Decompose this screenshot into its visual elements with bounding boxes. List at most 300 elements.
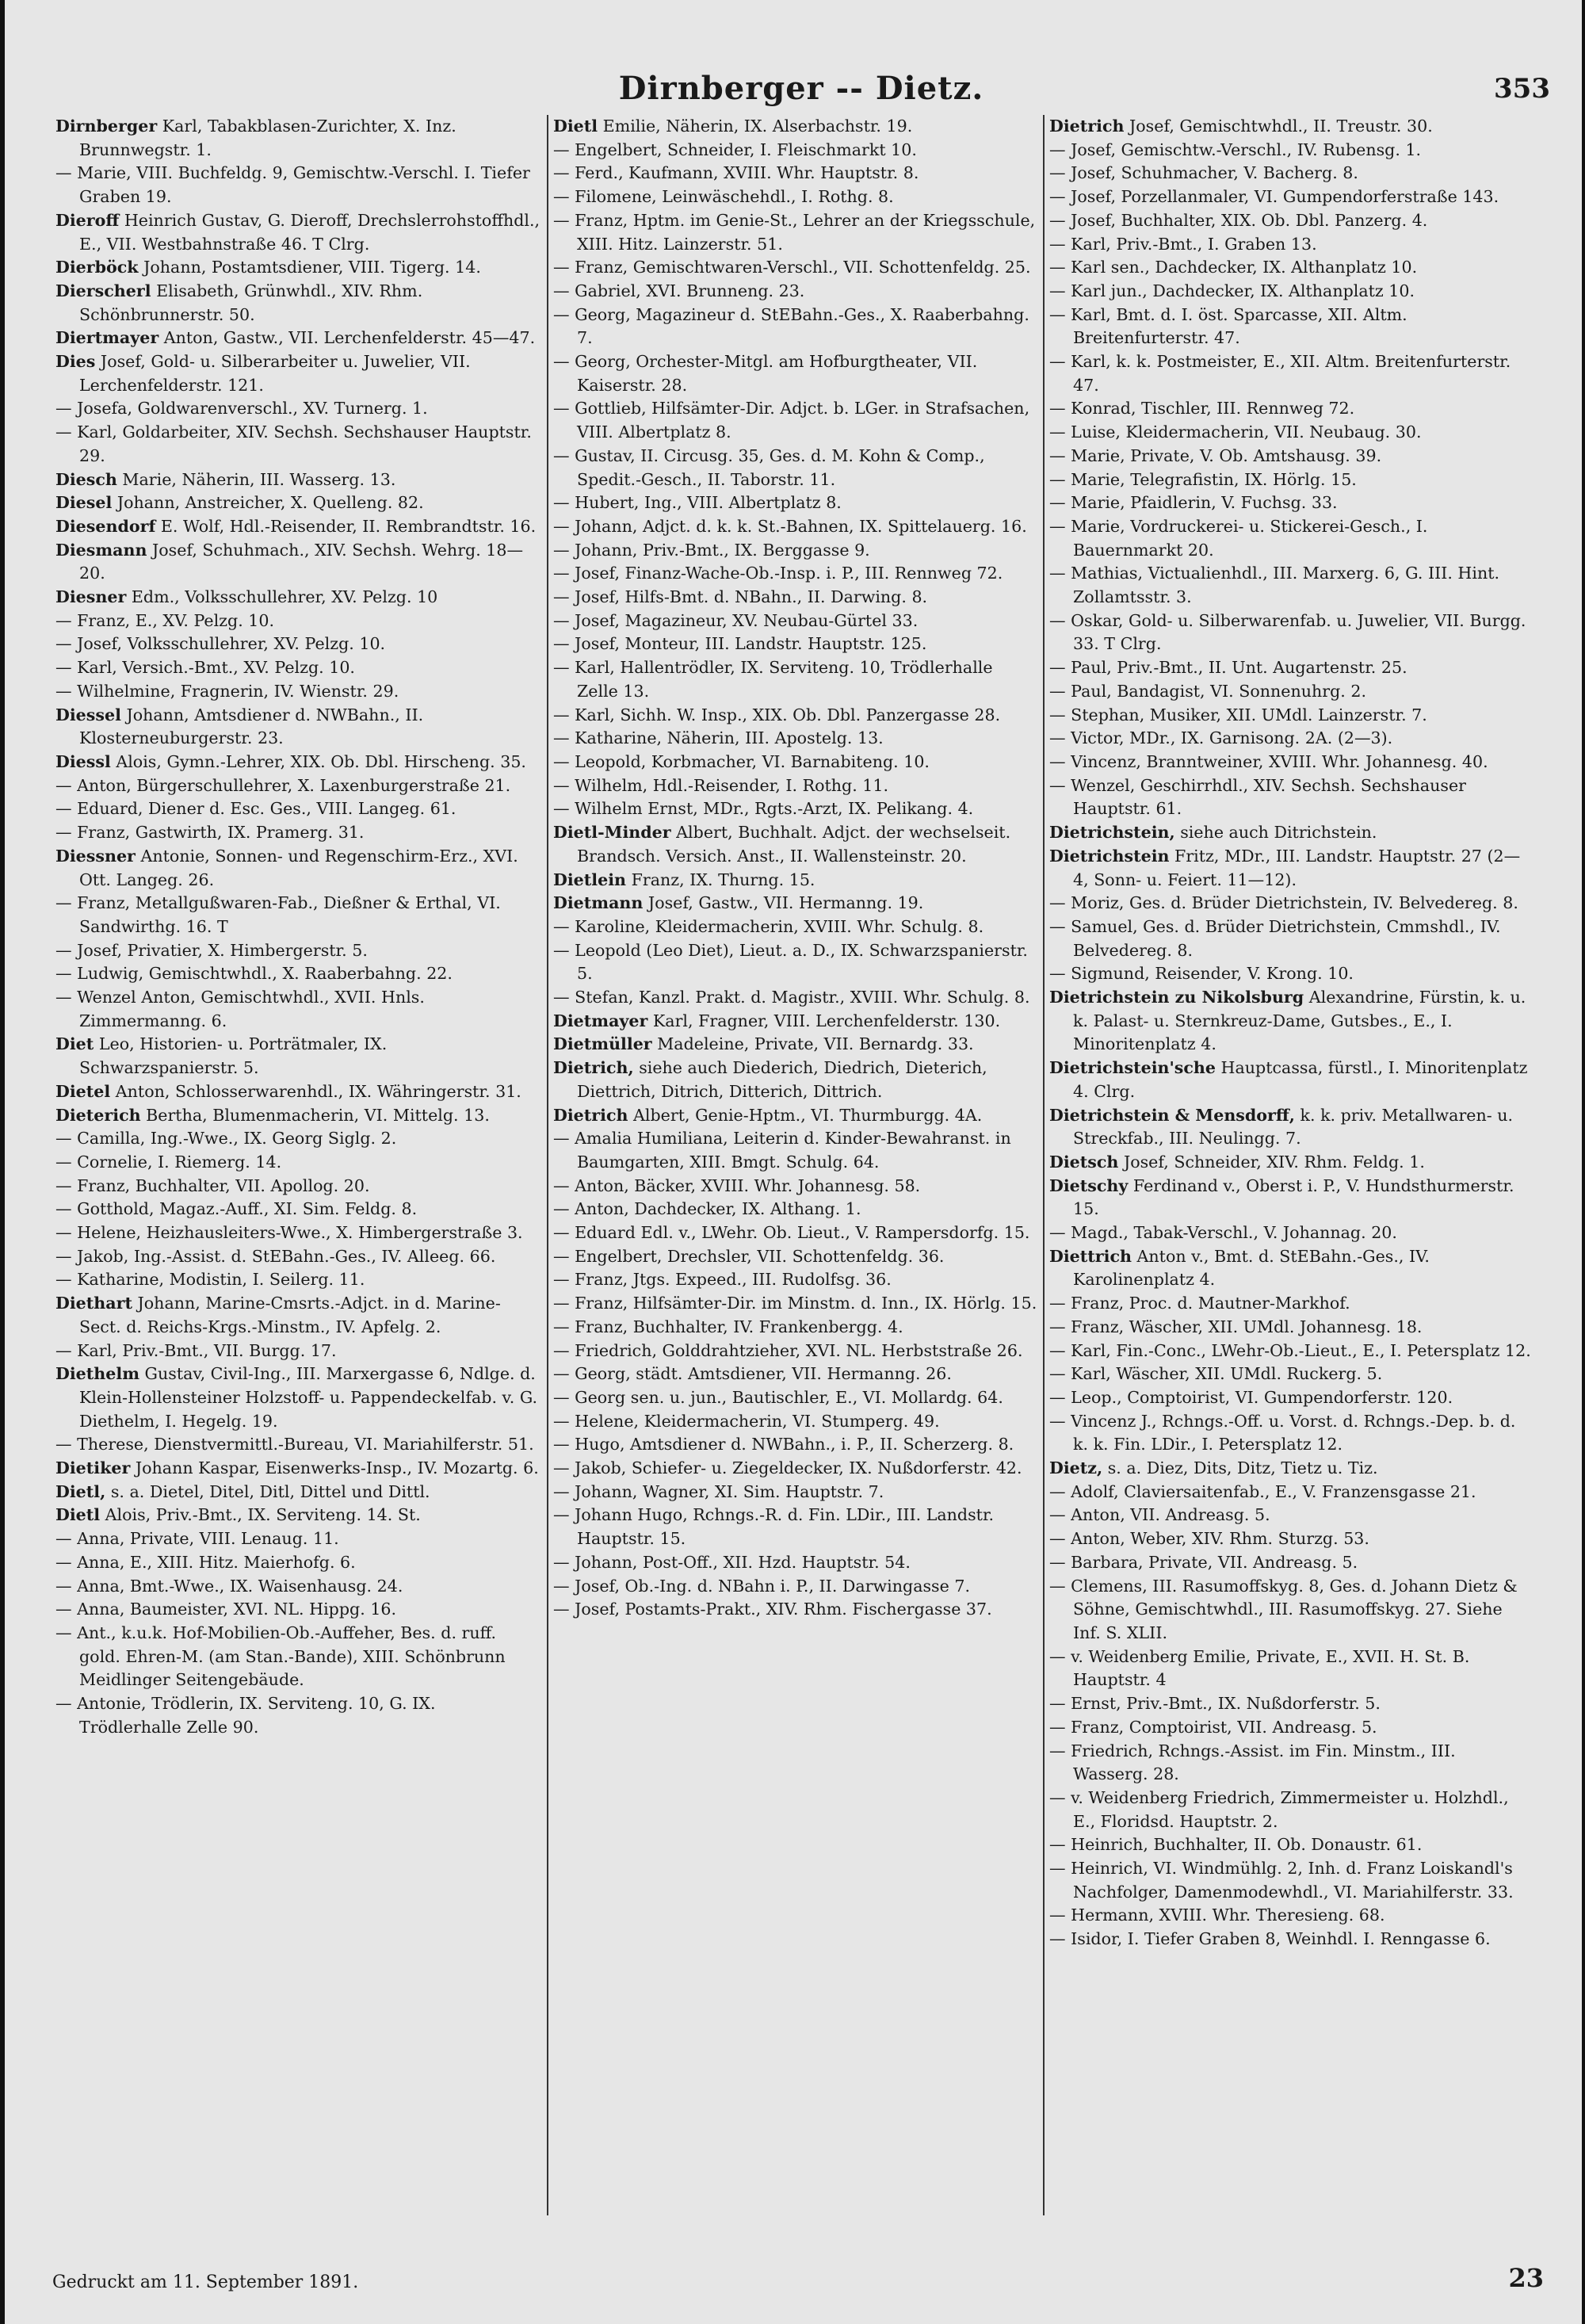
entry-surname: Dietrichstein & Mensdorff, — [1049, 1105, 1295, 1125]
directory-entry — [55, 1033, 542, 1080]
entry-text: — Anna, Baumeister, XVI. NL. Hippg. 16. — [55, 1600, 397, 1619]
entry-surname: Diesch — [55, 469, 117, 489]
directory-entry — [1049, 304, 1534, 350]
entry-text: — Ant., k.u.k. Hof-Mobilien-Ob.-Auffeher, Bes. d. ruff. gold. Ehren-M. (am Stan.-Bande), XIII. Schönbrunn Meidlinger Seitengebäude. — [55, 1623, 506, 1690]
entry-text: — Karl jun., Dachdecker, IX. Althanplatz 10. — [1049, 281, 1415, 300]
entry-text: — Anton, Bäcker, XVIII. Whr. Johannesg. 58. — [553, 1175, 921, 1195]
entry-text: Karl, Tabakblasen-Zurichter, X. Inz. Brunnwegstr. 1. — [79, 117, 456, 159]
entry-surname: Dietmayer — [553, 1011, 648, 1030]
entry-columns — [51, 115, 1541, 2215]
entry-text: Anton, Schlosserwarenhdl., IX. Währingerstr. 31. — [110, 1081, 521, 1101]
entry-surname: Dietel — [55, 1081, 111, 1101]
entry-text: Ferdinand v., Oberst i. P., V. Hundsthurmerstr. 15. — [1073, 1175, 1514, 1219]
entry-text: — Clemens, III. Rasumoffskyg. 8, Ges. d. Johann Dietz & Söhne, Gemischtwhdl., III. Rasumoffskyg. 27. Siehe Inf. S. XLII. — [1049, 1576, 1518, 1642]
entry-text: — Josef, Finanz-Wache-Ob.-Insp. i. P., III. Rennweg 72. — [553, 564, 1003, 583]
directory-entry — [55, 280, 542, 327]
entry-text: — Leop., Comptoirist, VI. Gumpendorferstr. 120. — [1049, 1387, 1453, 1407]
entry-text: — Marie, Vordruckerei- u. Stickerei-Gesch., I. Bauernmarkt 20. — [1049, 516, 1428, 560]
directory-entry — [55, 1481, 542, 1504]
directory-entry — [1049, 491, 1534, 515]
directory-entry — [1049, 1457, 1534, 1481]
directory-entry — [55, 1198, 542, 1221]
entry-surname: Diesner — [55, 587, 127, 607]
entry-text: — Franz, Buchhalter, VII. Apollog. 20. — [55, 1175, 370, 1195]
directory-entry — [553, 1433, 1038, 1457]
entry-text: — Karl, Goldarbeiter, XIV. Sechsh. Sechshauser Hauptstr. 29. — [55, 422, 532, 465]
entry-text: — Vincenz J., Rchngs.-Off. u. Vorst. d. Rchngs.-Dep. b. d. k. k. Fin. LDir., I. Petersplatz 12. — [1049, 1411, 1516, 1454]
entry-surname: Dietl-Minder — [553, 823, 671, 843]
directory-entry — [553, 539, 1038, 563]
entry-text: Franz, IX. Thurng. 15. — [626, 870, 815, 889]
entry-text: Gustav, Civil-Ing., III. Marxergasse 6, Ndlge. d. Klein-Hollensteiner Holzstoff- u. Pappendeckelfab. v. G. Diethelm, I. Hegelg. 19. — [79, 1364, 538, 1431]
directory-entry — [1049, 1104, 1534, 1151]
directory-entry — [553, 185, 1038, 209]
directory-page — [5, 0, 1582, 2324]
directory-entry — [55, 1340, 542, 1363]
directory-entry — [55, 1292, 542, 1339]
entry-text: — Franz, Gastwirth, IX. Pramerg. 31. — [55, 823, 365, 843]
entry-text: — Wenzel, Geschirrhdl., XIV. Sechsh. Sechshauser Hauptstr. 61. — [1049, 775, 1466, 819]
directory-entry — [55, 610, 542, 633]
directory-entry — [553, 774, 1038, 798]
directory-entry — [1049, 115, 1534, 139]
entry-text: — Luise, Kleidermacherin, VII. Neubaug. 30. — [1049, 422, 1422, 442]
entry-text: Antonie, Sonnen- und Regenschirm-Erz., XVI. Ott. Langeg. 26. — [79, 846, 518, 889]
directory-entry — [1049, 774, 1534, 821]
directory-entry — [55, 350, 542, 397]
directory-entry — [553, 1175, 1038, 1198]
entry-text: siehe auch Ditrichstein. — [1174, 823, 1377, 843]
directory-entry — [55, 774, 542, 798]
entry-text: — Josef, Postamts-Prakt., XIV. Rhm. Fischergasse 37. — [553, 1600, 992, 1619]
directory-entry — [55, 1175, 542, 1198]
entry-text: — Friedrich, Golddrahtzieher, XVI. NL. Herbststraße 26. — [553, 1340, 1023, 1360]
directory-entry — [1049, 915, 1534, 962]
directory-entry — [553, 1268, 1038, 1292]
directory-entry — [553, 1340, 1038, 1363]
directory-entry — [55, 939, 542, 963]
directory-entry — [55, 115, 542, 162]
entry-text: Leo, Historien- u. Porträtmaler, IX. Schwarzspanierstr. 5. — [79, 1034, 388, 1078]
entry-surname: Diessl — [55, 751, 111, 771]
entry-surname: Diesendorf — [55, 516, 156, 536]
entry-text: Johann, Anstreicher, X. Quelleng. 82. — [112, 493, 424, 513]
directory-entry — [55, 986, 542, 1033]
directory-entry — [55, 421, 542, 468]
entry-text: — Anna, E., XIII. Hitz. Maierhofg. 6. — [55, 1552, 356, 1572]
entry-text: — Amalia Humiliana, Leiterin d. Kinder-Bewahranst. in Baumgarten, XIII. Bmgt. Schulg. 64. — [553, 1129, 1011, 1172]
sheet-number: 23 — [1508, 2263, 1544, 2293]
entry-surname: Dietiker — [55, 1458, 131, 1478]
entry-surname: Diertmayer — [55, 328, 159, 348]
directory-entry — [553, 350, 1038, 397]
directory-entry — [1049, 1716, 1534, 1740]
entry-text: — Karl, Bmt. d. I. öst. Sparcasse, XII. Altm. Breitenfurterstr. 47. — [1049, 304, 1407, 348]
entry-text: Bertha, Blumenmacherin, VI. Mittelg. 13. — [140, 1105, 490, 1125]
entry-text: — Johann, Adjct. d. k. k. St.-Bahnen, IX. Spittelauerg. 16. — [553, 516, 1027, 536]
entry-text: — Marie, Private, V. Ob. Amtshausg. 39. — [1049, 445, 1382, 465]
directory-entry — [1049, 162, 1534, 185]
directory-entry — [1049, 1175, 1534, 1221]
directory-entry — [1049, 704, 1534, 728]
directory-entry — [1049, 256, 1534, 280]
entry-text: — Sigmund, Reisender, V. Krong. 10. — [1049, 964, 1354, 984]
page-number: 353 — [1494, 73, 1550, 105]
directory-entry — [1049, 1646, 1534, 1692]
directory-entry — [1049, 280, 1534, 304]
directory-entry — [553, 1245, 1038, 1269]
entry-text: — Karoline, Kleidermacherin, XVIII. Whr. Schulg. 8. — [553, 916, 984, 936]
entry-text: — Ernst, Priv.-Bmt., IX. Nußdorferstr. 5. — [1049, 1694, 1381, 1714]
entry-text: Alois, Gymn.-Lehrer, XIX. Ob. Dbl. Hirscheng. 35. — [110, 751, 526, 771]
entry-text: — Samuel, Ges. d. Brüder Dietrichstein, Cmmshdl., IV. Belvedereg. 8. — [1049, 916, 1501, 960]
entry-surname: Dirnberger — [55, 117, 158, 136]
entry-text: — Franz, E., XV. Pelzg. 10. — [55, 610, 275, 630]
entry-text: — Karl, k. k. Postmeister, E., XII. Altm. Breitenfurterstr. 47. — [1049, 352, 1511, 395]
directory-entry — [1049, 1504, 1534, 1527]
entry-text: Karl, Fragner, VIII. Lerchenfelderstr. 130. — [647, 1011, 1001, 1030]
entry-text: — Jakob, Schiefer- u. Ziegeldecker, IX. Nußdorferstr. 42. — [553, 1458, 1022, 1478]
entry-text: — Therese, Dienstvermittl.-Bureau, VI. Mariahilferstr. 51. — [55, 1435, 534, 1454]
entry-text: — Wenzel Anton, Gemischtwhdl., XVII. Hnls. Zimmermanng. 6. — [55, 988, 425, 1030]
entry-text: — Johann, Wagner, XI. Sim. Hauptstr. 7. — [553, 1481, 884, 1501]
directory-entry — [553, 1292, 1038, 1316]
directory-entry — [55, 821, 542, 845]
entry-surname: Dietrich, — [553, 1058, 634, 1078]
directory-entry — [553, 656, 1038, 703]
directory-entry — [1049, 1363, 1534, 1386]
directory-entry — [553, 586, 1038, 610]
entry-surname: Dietmüller — [553, 1034, 652, 1054]
entry-text: — Josef, Gemischtw.-Verschl., IV. Rubensg. 1. — [1049, 140, 1422, 159]
entry-text: E. Wolf, Hdl.-Reisender, II. Rembrandtstr. 16. — [155, 516, 537, 536]
directory-entry — [553, 1575, 1038, 1599]
entry-surname: Diessel — [55, 705, 121, 724]
directory-entry — [1049, 350, 1534, 397]
directory-entry — [1049, 1787, 1534, 1833]
entry-text: — Filomene, Leinwäschehdl., I. Rothg. 8. — [553, 187, 894, 207]
entry-text: — Marie, VIII. Buchfeldg. 9, Gemischtw.-Verschl. I. Tiefer Graben 19. — [55, 163, 530, 207]
directory-entry — [55, 539, 542, 586]
directory-entry — [553, 1010, 1038, 1034]
directory-entry — [1049, 962, 1534, 986]
entry-text: — Hubert, Ing., VIII. Albertplatz 8. — [553, 493, 842, 513]
directory-entry — [1049, 421, 1534, 445]
entry-text: — Katharine, Näherin, III. Apostelg. 13. — [553, 728, 884, 748]
entry-surname: Diethart — [55, 1294, 132, 1313]
entry-text: Johann, Marine-Cmsrts.-Adjct. in d. Marine-Sect. d. Reichs-Krgs.-Minstm., IV. Apfelg. 2. — [79, 1294, 501, 1336]
directory-entry — [1049, 209, 1534, 233]
directory-entry — [553, 445, 1038, 491]
directory-entry — [553, 869, 1038, 893]
entry-text: — Georg sen. u. jun., Bautischler, E., VI. Mollardg. 64. — [553, 1387, 1003, 1407]
entry-text: — Ludwig, Gemischtwhdl., X. Raaberbahng. 22. — [55, 964, 453, 984]
directory-entry — [553, 821, 1038, 868]
entry-text: Anton v., Bmt. d. StEBahn.-Ges., IV. Karolinenplatz 4. — [1073, 1246, 1430, 1290]
entry-text: — Karl, Sichh. W. Insp., XIX. Ob. Dbl. Panzergasse 28. — [553, 705, 1001, 724]
entry-surname: Diesmann — [55, 540, 147, 560]
directory-entry — [553, 491, 1038, 515]
entry-text: — Wilhelm Ernst, MDr., Rgts.-Arzt, IX. Pelikang. 4. — [553, 799, 974, 819]
directory-entry — [1049, 751, 1534, 774]
directory-entry — [553, 986, 1038, 1010]
directory-entry — [55, 1527, 542, 1551]
directory-entry — [55, 1692, 542, 1739]
entry-text: — Johann, Post-Off., XII. Hzd. Hauptstr. 54. — [553, 1552, 911, 1572]
entry-text: Alexandrine, Fürstin, k. u. k. Palast- u. Sternkreuz-Dame, Gutsbes., E., I. Minoritenplatz 4. — [1073, 988, 1526, 1054]
entry-text: Heinrich Gustav, G. Dieroff, Drechslerrohstoffhdl., E., VII. Westbahnstraße 46. T Clrg. — [79, 210, 540, 254]
entry-text: siehe auch Diederich, Diedrich, Dieterich, Diettrich, Ditrich, Ditterich, Dittrich. — [577, 1058, 987, 1101]
entry-text: Edm., Volksschullehrer, XV. Pelzg. 10 — [126, 587, 438, 607]
entry-text: — Franz, Hptm. im Genie-St., Lehrer an der Kriegsschule, XIII. Hitz. Lainzerstr. 51. — [553, 210, 1036, 254]
directory-entry — [55, 1551, 542, 1575]
entry-text: Fritz, MDr., III. Landstr. Hauptstr. 27 (2—4, Sonn- u. Feiert. 11—12). — [1073, 846, 1521, 889]
entry-text: — Josef, Volksschullehrer, XV. Pelzg. 10. — [55, 634, 386, 654]
running-head: Dirnberger -- Dietz. — [618, 70, 984, 107]
directory-entry — [553, 704, 1038, 728]
directory-entry — [553, 797, 1038, 821]
entry-text: — Gustav, II. Circusg. 35, Ges. d. M. Kohn & Comp., Spedit.-Gesch., II. Taborstr. 11. — [553, 445, 985, 489]
directory-entry — [1049, 1245, 1534, 1292]
directory-entry — [1049, 1221, 1534, 1245]
entry-text: — Stephan, Musiker, XII. UMdl. Lainzerstr. 7. — [1049, 705, 1427, 724]
directory-entry — [553, 1504, 1038, 1550]
directory-entry — [553, 1551, 1038, 1575]
entry-text: — Josefa, Goldwarenverschl., XV. Turnerg. 1. — [55, 399, 428, 419]
entry-surname: Diet — [55, 1034, 94, 1054]
entry-text: — Gotthold, Magaz.-Auff., XI. Sim. Feldg. 8. — [55, 1199, 418, 1219]
directory-entry — [553, 1127, 1038, 1174]
directory-entry — [55, 209, 542, 256]
entry-text: — Karl, Wäscher, XII. UMdl. Ruckerg. 5. — [1049, 1364, 1383, 1384]
directory-entry — [553, 209, 1038, 256]
directory-entry — [1049, 727, 1534, 751]
directory-entry — [553, 1316, 1038, 1340]
entry-text: — Heinrich, Buchhalter, II. Ob. Donaustr. 61. — [1049, 1835, 1423, 1855]
entry-text: — Anton, VII. Andreasg. 5. — [1049, 1505, 1270, 1525]
directory-entry — [55, 1080, 542, 1104]
entry-surname: Dietrichstein — [1049, 846, 1170, 866]
entry-text: — Anna, Bmt.-Wwe., IX. Waisenhausg. 24. — [55, 1576, 403, 1596]
entry-text: — Johann, Priv.-Bmt., IX. Berggasse 9. — [553, 540, 870, 560]
directory-entry — [55, 256, 542, 280]
directory-entry — [1049, 562, 1534, 609]
directory-entry — [1049, 845, 1534, 892]
entry-text: — Josef, Ob.-Ing. d. NBahn i. P., II. Darwingasse 7. — [553, 1576, 971, 1596]
directory-entry — [55, 680, 542, 704]
directory-entry — [553, 1386, 1038, 1410]
directory-entry — [55, 1268, 542, 1292]
directory-entry — [553, 1198, 1038, 1221]
directory-entry — [553, 1363, 1038, 1386]
entry-text: — Helene, Heizhausleiters-Wwe., X. Himbergerstraße 3. — [55, 1223, 523, 1243]
directory-entry — [553, 1481, 1038, 1504]
entry-text: — Hugo, Amtsdiener d. NWBahn., i. P., II. Scherzerg. 8. — [553, 1435, 1014, 1454]
entry-text: — Marie, Pfaidlerin, V. Fuchsg. 33. — [1049, 493, 1338, 513]
directory-entry — [55, 1504, 542, 1527]
entry-text: — Josef, Monteur, III. Landstr. Hauptstr. 125. — [553, 634, 927, 654]
entry-text: — Karl, Fin.-Conc., LWehr-Ob.-Lieut., E., I. Petersplatz 12. — [1049, 1340, 1531, 1360]
directory-entry — [55, 1363, 542, 1433]
directory-entry — [1049, 139, 1534, 162]
entry-surname: Dietrichstein, — [1049, 823, 1175, 843]
directory-entry — [55, 1457, 542, 1481]
directory-entry — [553, 304, 1038, 350]
entry-text: — Engelbert, Drechsler, VII. Schottenfeldg. 36. — [553, 1246, 945, 1266]
entry-surname: Dietz, — [1049, 1458, 1103, 1478]
directory-entry — [553, 280, 1038, 304]
directory-entry — [55, 1221, 542, 1245]
entry-text: — Oskar, Gold- u. Silberwarenfab. u. Juwelier, VII. Burgg. 33. T Clrg. — [1049, 610, 1526, 654]
directory-entry — [1049, 1527, 1534, 1551]
entry-surname: Diesel — [55, 493, 113, 513]
entry-text: Josef, Gastw., VII. Hermanng. 19. — [643, 893, 924, 913]
directory-entry — [1049, 1833, 1534, 1857]
directory-entry — [55, 656, 542, 680]
entry-text: — Engelbert, Schneider, I. Fleischmarkt 10. — [553, 140, 917, 159]
directory-entry — [1049, 986, 1534, 1057]
entry-text: — Eduard, Diener d. Esc. Ges., VIII. Langeg. 61. — [55, 799, 456, 819]
entry-text: — v. Weidenberg Friedrich, Zimmermeister u. Holzhdl., E., Floridsd. Hauptstr. 2. — [1049, 1787, 1509, 1831]
entry-text: — Wilhelmine, Fragnerin, IV. Wienstr. 29. — [55, 681, 399, 701]
directory-entry — [553, 1033, 1038, 1057]
directory-entry — [55, 751, 542, 774]
directory-entry — [553, 939, 1038, 986]
entry-text: — Leopold, Korbmacher, VI. Barnabiteng. 10. — [553, 751, 930, 771]
entry-text: k. k. priv. Metallwaren- u. Streckfab., III. Neulingg. 7. — [1073, 1105, 1514, 1149]
entry-text: — Camilla, Ing.-Wwe., IX. Georg Siglg. 2. — [55, 1129, 397, 1149]
entry-text: — Karl, Versich.-Bmt., XV. Pelzg. 10. — [55, 658, 355, 678]
directory-entry — [1049, 1340, 1534, 1363]
directory-entry — [1049, 1316, 1534, 1340]
entry-text: — Antonie, Trödlerin, IX. Serviteng. 10, G. IX. Trödlerhalle Zelle 90. — [55, 1694, 436, 1737]
entry-text: — Anton, Dachdecker, IX. Althang. 1. — [553, 1199, 861, 1219]
entry-text: — Gabriel, XVI. Brunneng. 23. — [553, 281, 805, 300]
entry-text: — Karl, Priv.-Bmt., VII. Burgg. 17. — [55, 1340, 337, 1360]
directory-entry — [553, 610, 1038, 633]
entry-text: — Vincenz, Branntweiner, XVIII. Whr. Johannesg. 40. — [1049, 751, 1488, 771]
directory-entry — [553, 1221, 1038, 1245]
entry-text: Josef, Schneider, XIV. Rhm. Feldg. 1. — [1118, 1152, 1425, 1172]
directory-entry — [55, 892, 542, 938]
entry-surname: Dierscherl — [55, 281, 151, 300]
entry-text: Albert, Buchhalt. Adjct. der wechselseit. Brandsch. Versich. Anst., II. Wallensteinstr. 20. — [577, 823, 1011, 866]
directory-entry — [55, 1622, 542, 1692]
directory-entry — [1049, 1904, 1534, 1928]
entry-text: — Helene, Kleidermacherin, VI. Stumperg. 49. — [553, 1411, 940, 1431]
entry-text: — Eduard Edl. v., LWehr. Ob. Lieut., V. Rampersdorfg. 15. — [553, 1223, 1030, 1243]
column-3 — [1043, 115, 1539, 2215]
entry-text: — Paul, Bandagist, VI. Sonnenuhrg. 2. — [1049, 681, 1367, 701]
entry-text: — Johann Hugo, Rchngs.-R. d. Fin. LDir., III. Landstr. Hauptstr. 15. — [553, 1505, 995, 1549]
directory-entry — [55, 962, 542, 986]
directory-entry — [553, 397, 1038, 444]
entry-text: — Hermann, XVIII. Whr. Theresieng. 68. — [1049, 1905, 1385, 1925]
entry-text: — Paul, Priv.-Bmt., II. Unt. Augartenstr. 25. — [1049, 658, 1407, 678]
directory-entry — [55, 515, 542, 539]
entry-text: — Josef, Schuhmacher, V. Bacherg. 8. — [1049, 163, 1358, 183]
entry-text: — Anton, Bürgerschullehrer, X. Laxenburgerstraße 21. — [55, 775, 511, 795]
entry-surname: Diethelm — [55, 1364, 139, 1384]
directory-entry — [55, 797, 542, 821]
entry-text: — Josef, Buchhalter, XIX. Ob. Dbl. Panzerg. 4. — [1049, 210, 1428, 230]
directory-entry — [1049, 892, 1534, 915]
entry-text: — Marie, Telegrafistin, IX. Hörlg. 15. — [1049, 469, 1357, 489]
entry-text: Josef, Gold- u. Silberarbeiter u. Juwelier, VII. Lerchenfelderstr. 121. — [79, 352, 471, 395]
directory-entry — [55, 1575, 542, 1599]
directory-entry — [1049, 1575, 1534, 1646]
entry-surname: Dietl, — [55, 1481, 106, 1501]
entry-surname: Diettrich — [1049, 1246, 1132, 1266]
entry-surname: Dietrichstein zu Nikolsburg — [1049, 988, 1304, 1007]
entry-text: — Franz, Wäscher, XII. UMdl. Johannesg. 18. — [1049, 1317, 1423, 1336]
directory-entry — [55, 1598, 542, 1622]
directory-entry — [55, 491, 542, 515]
entry-text: — v. Weidenberg Emilie, Private, E., XVII. H. St. B. Hauptstr. 4 — [1049, 1646, 1470, 1690]
entry-surname: Dieterich — [55, 1105, 141, 1125]
entry-text: Anton, Gastw., VII. Lerchenfelderstr. 45—47. — [158, 328, 536, 348]
directory-entry — [1049, 233, 1534, 257]
directory-entry — [553, 915, 1038, 939]
entry-text: s. a. Dietel, Ditel, Ditl, Dittel und Dittl. — [105, 1481, 430, 1501]
entry-text: — Konrad, Tischler, III. Rennweg 72. — [1049, 399, 1355, 419]
entry-text: — Victor, MDr., IX. Garnisong. 2A. (2—3). — [1049, 728, 1393, 748]
directory-entry — [55, 586, 542, 610]
entry-text: Johann, Postamtsdiener, VIII. Tigerg. 14. — [138, 258, 481, 277]
entry-surname: Dietrich — [553, 1105, 628, 1125]
directory-entry — [553, 115, 1038, 139]
directory-entry — [1049, 1151, 1534, 1175]
entry-text: Madeleine, Private, VII. Bernardg. 33. — [651, 1034, 974, 1054]
entry-text: — Georg, Magazineur d. StEBahn.-Ges., X. Raaberbahng. 7. — [553, 304, 1029, 348]
directory-entry — [553, 892, 1038, 915]
entry-text: — Cornelie, I. Riemerg. 14. — [55, 1152, 282, 1172]
directory-entry — [553, 751, 1038, 774]
directory-entry — [55, 1104, 542, 1128]
entry-text: Marie, Näherin, III. Wasserg. 13. — [116, 469, 396, 489]
entry-surname: Dietschy — [1049, 1175, 1129, 1195]
directory-entry — [1049, 1857, 1534, 1904]
entry-text: — Franz, Hilfsämter-Dir. im Minstm. d. Inn., IX. Hörlg. 15. — [553, 1294, 1037, 1313]
directory-entry — [55, 633, 542, 656]
print-note: Gedruckt am 11. September 1891. — [52, 2272, 359, 2292]
page-header — [52, 70, 1550, 117]
directory-entry — [1049, 1057, 1534, 1103]
entry-text: Alois, Priv.-Bmt., IX. Serviteng. 14. St. — [100, 1505, 421, 1525]
directory-entry — [55, 1151, 542, 1175]
entry-text: — Karl, Hallentrödler, IX. Serviteng. 10, Trödlerhalle Zelle 13. — [553, 658, 993, 701]
entry-surname: Dietrichstein'sche — [1049, 1058, 1216, 1078]
entry-surname: Dietl — [55, 1505, 101, 1525]
directory-entry — [1049, 397, 1534, 421]
entry-text: — Georg, Orchester-Mitgl. am Hofburgtheater, VII. Kaiserstr. 28. — [553, 352, 978, 395]
entry-text: Josef, Gemischtwhdl., II. Treustr. 30. — [1124, 117, 1433, 136]
entry-text: — Karl, Priv.-Bmt., I. Graben 13. — [1049, 234, 1317, 254]
directory-entry — [553, 727, 1038, 751]
directory-entry — [553, 1104, 1038, 1128]
entry-text: — Mathias, Victualienhdl., III. Marxerg. 6, G. III. Hint. Zollamtsstr. 3. — [1049, 564, 1500, 607]
entry-text: — Moriz, Ges. d. Brüder Dietrichstein, IV. Belvedereg. 8. — [1049, 893, 1518, 913]
entry-text: — Ferd., Kaufmann, XVIII. Whr. Hauptstr. 8. — [553, 163, 919, 183]
entry-text: — Josef, Hilfs-Bmt. d. NBahn., II. Darwing. 8. — [553, 587, 928, 607]
directory-entry — [1049, 821, 1534, 845]
entry-text: — Wilhelm, Hdl.-Reisender, I. Rothg. 11. — [553, 775, 889, 795]
entry-text: — Franz, Buchhalter, IV. Frankenbergg. 4. — [553, 1317, 903, 1336]
directory-entry — [55, 1433, 542, 1457]
directory-entry — [553, 256, 1038, 280]
entry-surname: Dietlein — [553, 870, 627, 889]
directory-entry — [1049, 610, 1534, 656]
